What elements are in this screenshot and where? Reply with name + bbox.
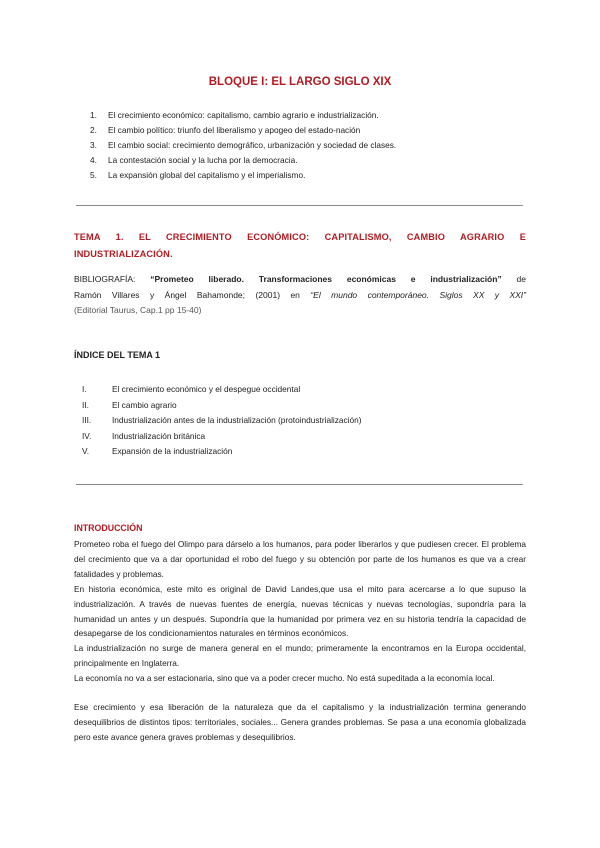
bloque-topic-list [90, 108, 396, 183]
list-item-number: V. [82, 446, 90, 456]
bibliography-de: de [501, 274, 526, 284]
list-item-number: 1. [90, 110, 97, 120]
index-list [80, 382, 362, 460]
list-item-number: 3. [90, 140, 97, 150]
bibliography-authors: Ramón Villares y Ángel Bahamonde; (2001) en [74, 289, 311, 300]
list-item-text: El cambio social: crecimiento demográfico, urbanización y sociedad de clases. [108, 140, 397, 150]
bibliography-publisher: (Editorial Taurus, Cap.1 pp 15-40) [74, 305, 202, 315]
bibliography-book-title: “Prometeo liberado. Transformaciones económicas e industrialización” [150, 274, 502, 284]
list-item-number: III. [82, 415, 92, 425]
bibliography-line-2 [74, 288, 526, 304]
intro-paragraph: Prometeo roba el fuego del Olimpo para dárselo a los humanos, para poder liberarlos y que pudiesen crecer. El problema del crecimiento que va a dar oportunidad el robo del fuego y su obtención por parte de los humanos es que va a crear fatalidades y problemas. [74, 539, 526, 579]
list-item-text: Industrialización antes de la industrialización (protoindustrialización) [112, 415, 362, 425]
bibliography-line-1 [74, 272, 526, 288]
list-item [80, 413, 362, 429]
intro-paragraph: Ese crecimiento y esa liberación de la naturaleza que da el capitalismo y la industrialización termina generando desequilibrios de distintos tipos: territoriales, sociales... Genera grandes problemas. Se pasa a una economía globalizada pero este avance genera graves problemas y desequilibrios. [74, 702, 526, 742]
list-item-text: El cambio agrario [112, 399, 177, 410]
list-item-text: Expansión de la industrialización [112, 446, 233, 456]
list-item-text: Industrialización británica [112, 430, 206, 441]
bibliography-collection: “El mundo contemporáneo. Siglos XX y XXI” [310, 289, 526, 300]
list-item [80, 444, 362, 460]
intro-paragraph: La industrialización no surge de manera general en el mundo; primeramente la encontramos en la Europa occidental, principalmente en Inglaterra. [74, 643, 526, 669]
bibliography-label: BIBLIOGRAFÍA: [74, 274, 151, 284]
list-item [90, 168, 396, 183]
bloque-title: BLOQUE I: EL LARGO SIGLO XIX [208, 76, 392, 88]
list-item [80, 398, 362, 414]
list-item-number: 4. [90, 155, 97, 165]
intro-paragraph: La economía no va a ser estacionaria, sino que va a poder crecer mucho. No está supeditada a la economía local. [74, 673, 495, 684]
list-item [90, 108, 396, 123]
divider [76, 205, 523, 206]
index-title: ÍNDICE DEL TEMA 1 [74, 350, 161, 360]
list-item [80, 382, 362, 398]
list-item [80, 429, 362, 445]
list-item-number: 2. [90, 125, 97, 135]
intro-title: INTRODUCCIÓN [74, 523, 143, 533]
divider [76, 484, 523, 485]
list-item-text: La expansión global del capitalismo y el imperialismo. [108, 170, 306, 180]
intro-body [74, 537, 526, 745]
tema-title: TEMA 1. EL CRECIMIENTO ECONÓMICO: CAPITALISMO, CAMBIO AGRARIO E INDUSTRIALIZACIÓN. [74, 232, 526, 259]
intro-paragraph: En historia económica, este mito es original de David Landes,que usa el mito para acercarse a lo que supuso la industrialización. A través de nuevas fuentes de energía, nuevas técnicas y nuevas tecnologías, supondría para la humanidad un antes y un después. Supondría que la humanidad por primera vez en su historia tendría la capacidad de desapegarse de los condicionamientos naturales en términos económicos. [74, 583, 526, 639]
list-item [90, 138, 396, 153]
list-item-number: IV. [82, 430, 92, 441]
list-item-text: El crecimiento económico: capitalismo, cambio agrario e industrialización. [108, 110, 379, 120]
list-item [90, 123, 396, 138]
list-item-number: I. [82, 384, 87, 394]
list-item-number: 5. [90, 170, 97, 180]
list-item-text: El cambio político: triunfo del liberalismo y apogeo del estado-nación [108, 125, 361, 135]
list-item-number: II. [82, 399, 89, 410]
bibliography [74, 272, 526, 319]
list-item-text: El crecimiento económico y el despegue occidental [112, 384, 301, 394]
list-item [90, 153, 396, 168]
list-item-text: La contestación social y la lucha por la democracia. [108, 155, 298, 165]
